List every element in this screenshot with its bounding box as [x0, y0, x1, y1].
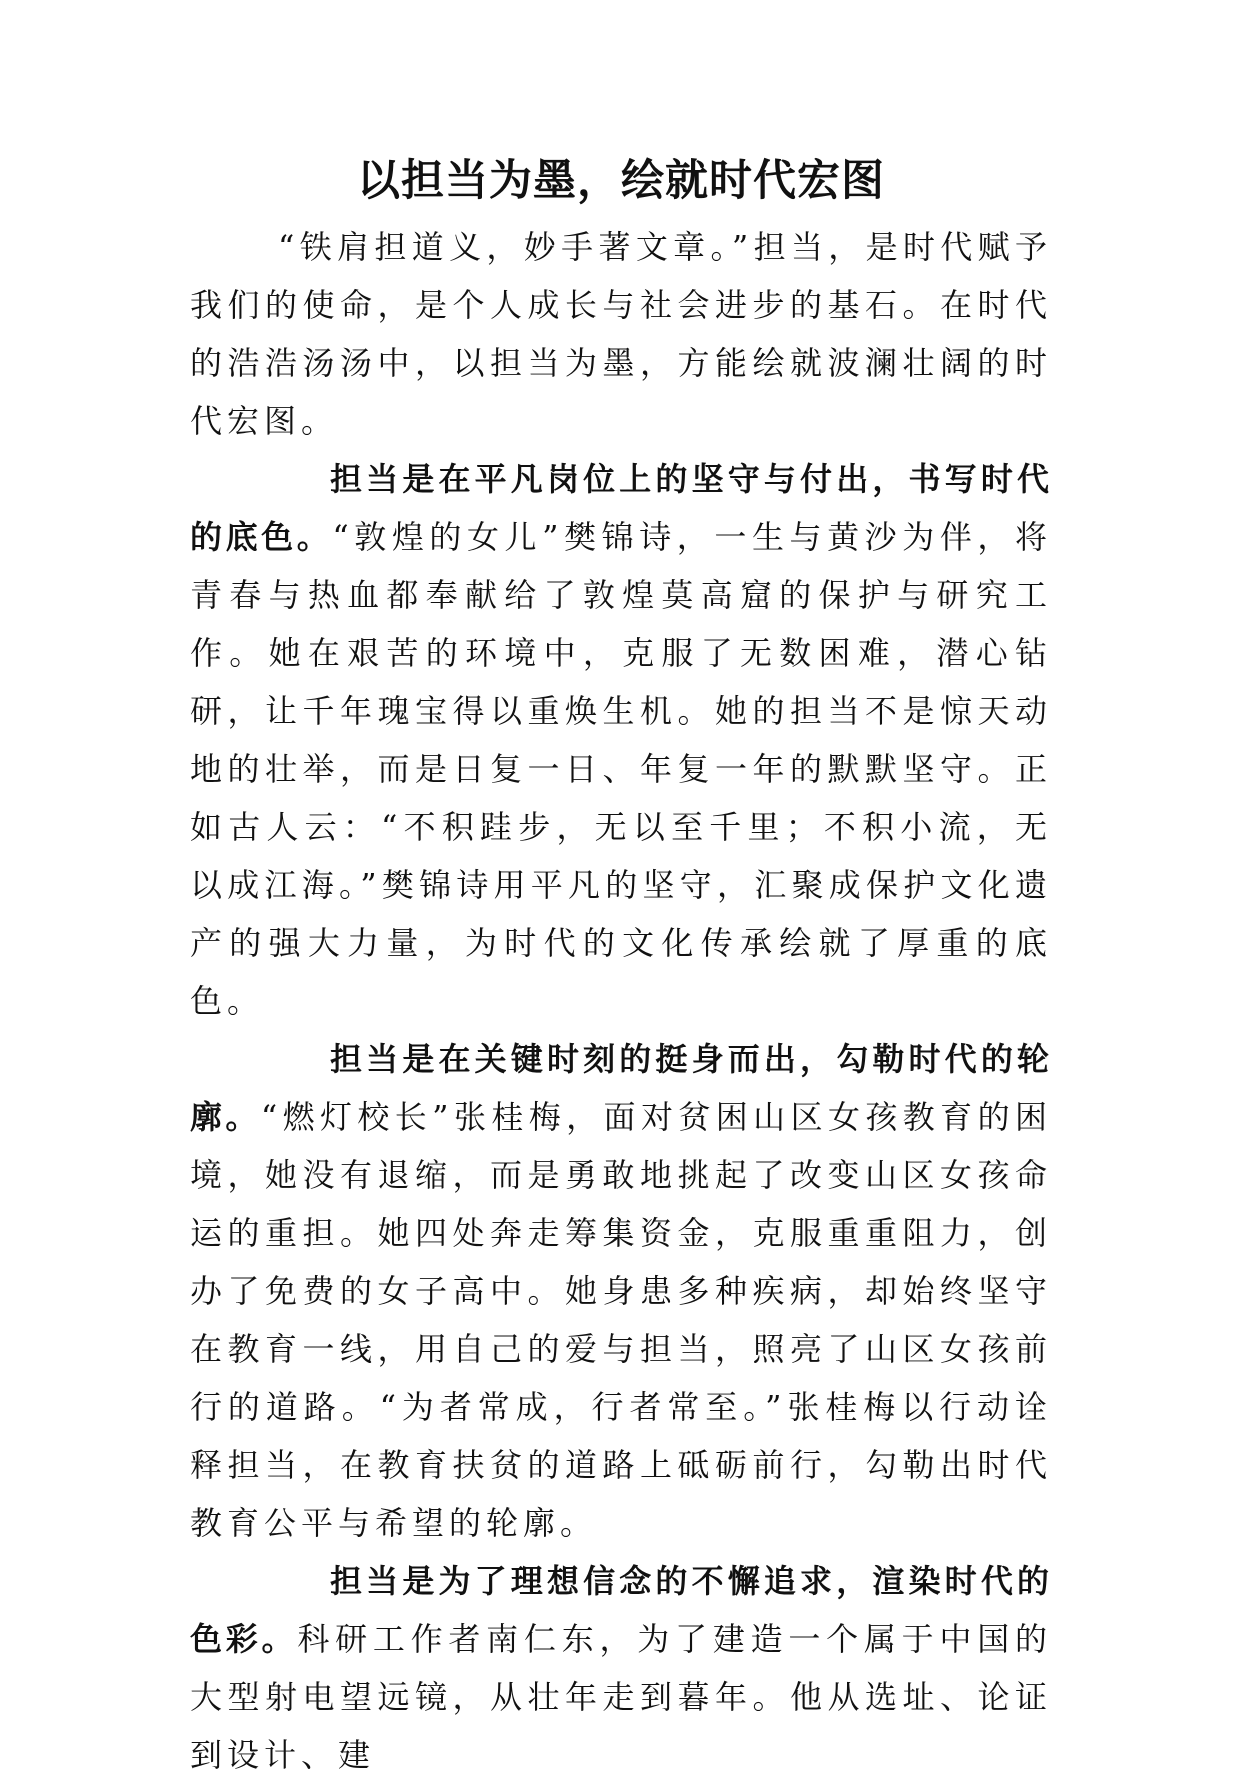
document-page [190, 150, 1052, 1784]
paragraph-body: “燃灯校长”张桂梅，面对贫困山区女孩教育的困境，她没有退缩，而是勇敢地挑起了改变山区女孩命运的重担。她四处奔走筹集资金，克服重重阻力，创办了免费的女子高中。她身患多种疾病，却始终坚守在教育一线，用自己的爱与担当，照亮了山区女孩前行的道路。“为者常成，行者常至。”张桂梅以行动诠释担当，在教育扶贫的道路上砥砺前行，勾勒出时代教育公平与希望的轮廓。 [190, 1098, 1052, 1542]
paragraph-body: “敦煌的女儿”樊锦诗，一生与黄沙为伴，将青春与热血都奉献给了敦煌莫高窟的保护与研究工作。她在艰苦的环境中，克服了无数困难，潜心钻研，让千年瑰宝得以重焕生机。她的担当不是惊天动地的壮举，而是日复一日、年复一年的默默坚守。正如古人云：“不积跬步，无以至千里；不积小流，无以成江海。”樊锦诗用平凡的坚守，汇聚成保护文化遗产的强大力量，为时代的文化传承绘就了厚重的底色。 [190, 518, 1052, 1020]
paragraph-zhang-guimei [190, 1030, 1052, 1552]
document-title: 以担当为墨，绘就时代宏图 [357, 156, 885, 206]
paragraph-body: 科研工作者南仁东，为了建造一个属于中国的大型射电望远镜，从壮年走到暮年。他从选址、论证到设计、建 [190, 1620, 1052, 1774]
paragraph-nan-rendong [190, 1552, 1052, 1784]
paragraph-lead: 担当是在平凡岗位上的坚守与付出，书写时代的底色。 [190, 460, 1052, 556]
paragraph-lead: 担当是在关键时刻的挺身而出，勾勒时代的轮廓。 [190, 1040, 1052, 1136]
paragraph-body: “铁肩担道义，妙手著文章。”担当，是时代赋予我们的使命，是个人成长与社会进步的基石。在时代的浩浩汤汤中，以担当为墨，方能绘就波澜壮阔的时代宏图。 [190, 228, 1052, 440]
paragraph-fan-jinshi [190, 450, 1052, 1030]
paragraph-lead: 担当是为了理想信念的不懈追求，渲染时代的色彩。 [190, 1562, 1052, 1658]
paragraph-intro [190, 218, 1052, 450]
